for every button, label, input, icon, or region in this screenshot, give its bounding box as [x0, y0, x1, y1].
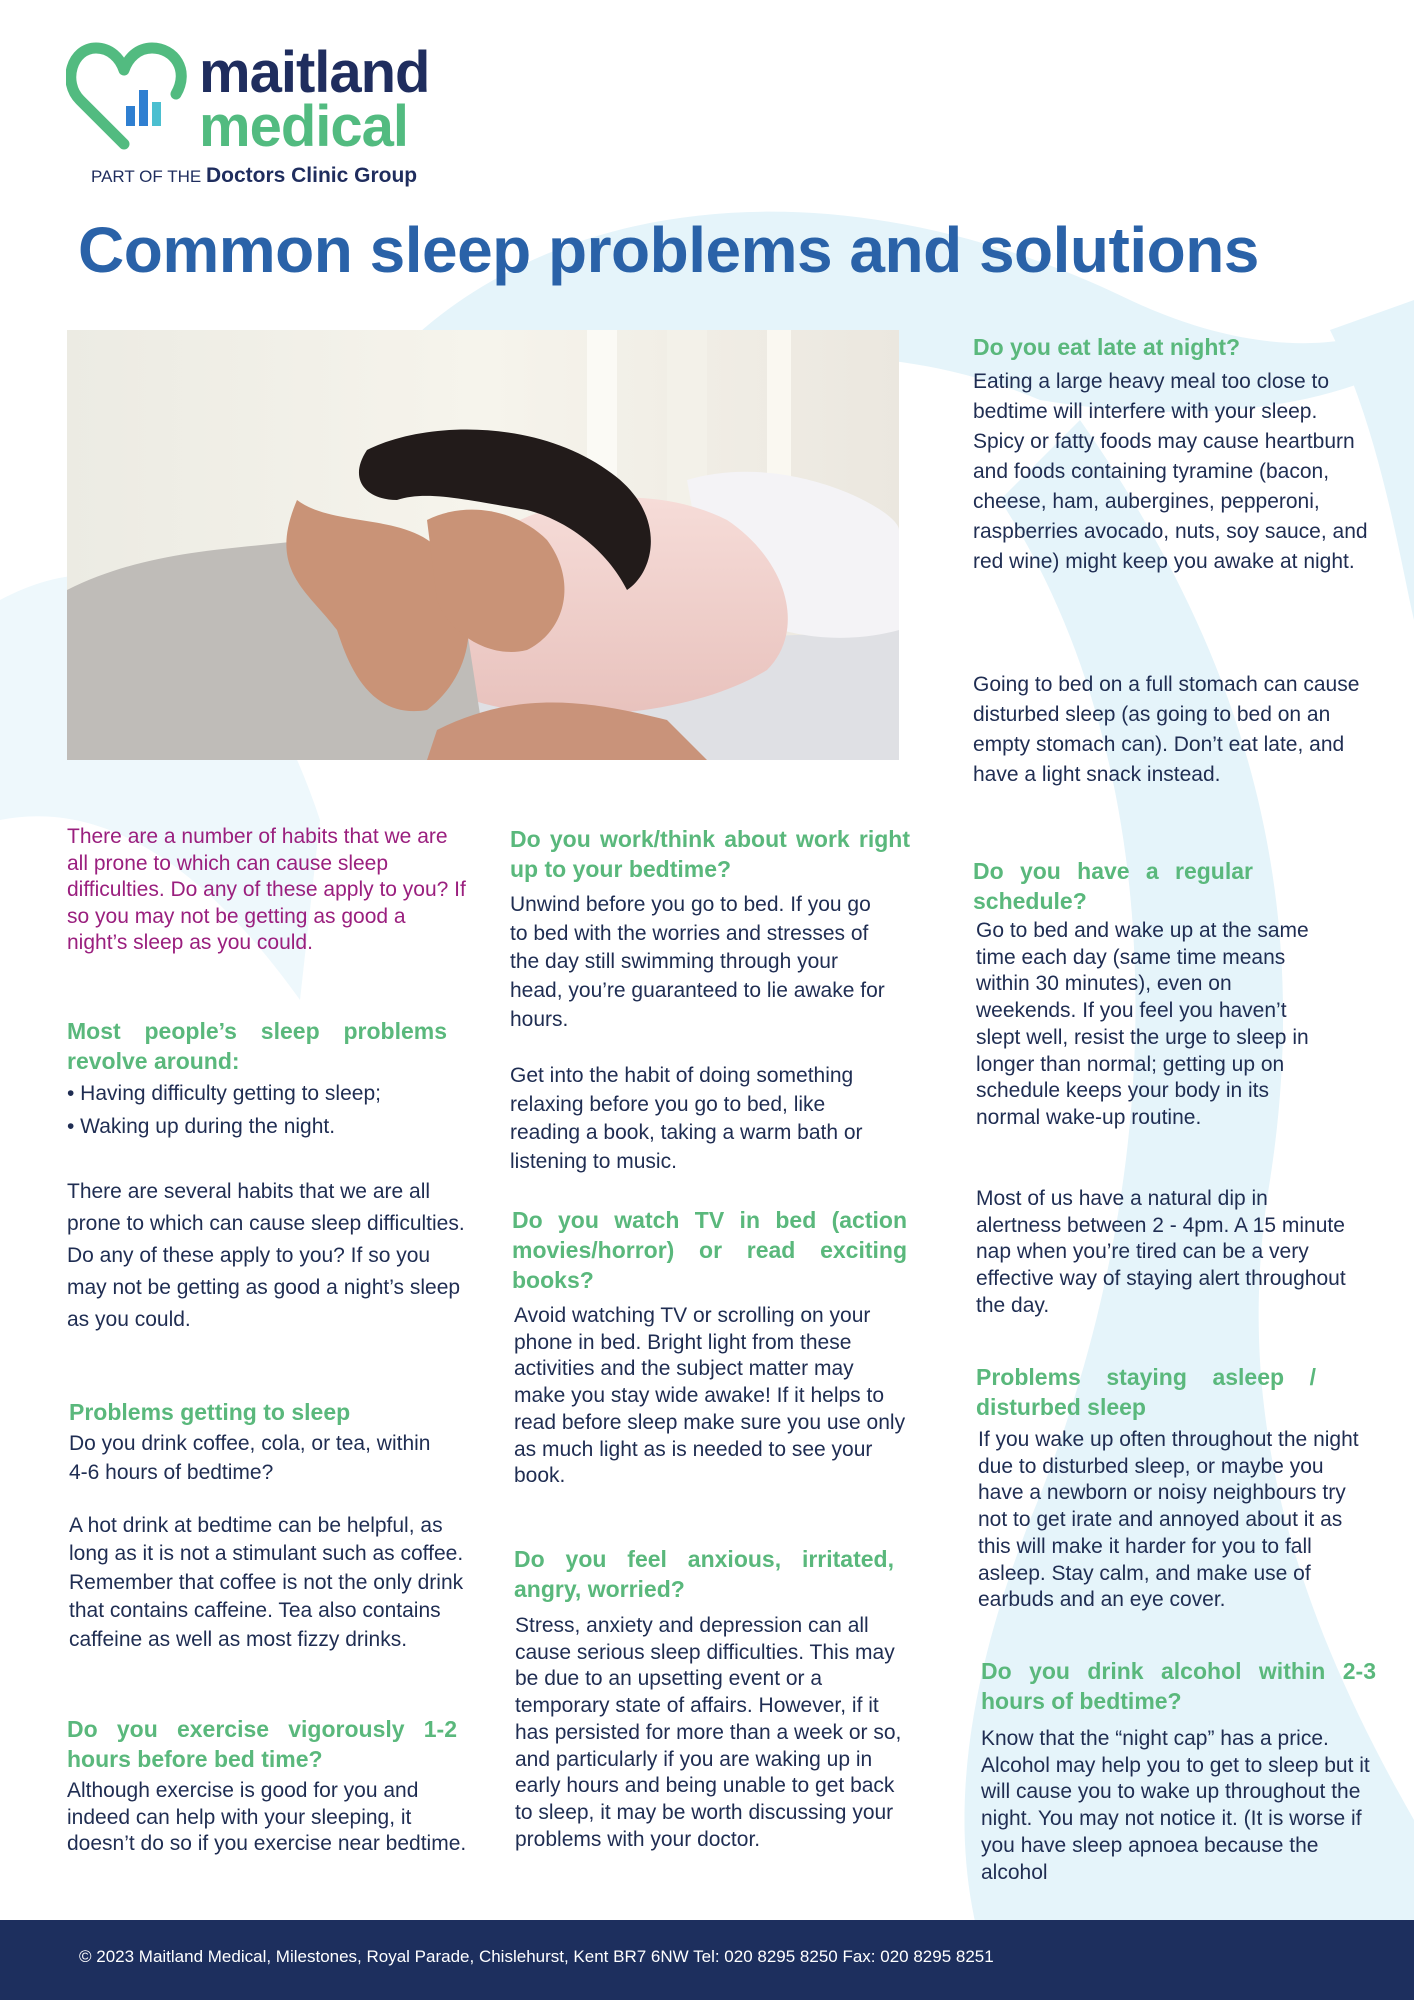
night-cap-paragraph: Know that the “night cap” has a price. Alcohol may help you to get to sleep but it will cause you to wake up throughout the night. You may not notice it. (It is worse if you have sleep apnoea because the alcohol	[981, 1727, 1370, 1884]
same-time-paragraph: Go to bed and wake up at the same time each day (same time means within 30 minutes), even on weekends. If you feel you haven’t slept well, resist the urge to sleep in longer than normal; getting up on schedule keeps your body in its normal wake-up routine.	[976, 919, 1309, 1129]
intro-paragraph: There are a number of habits that we are all prone to which can cause sleep difficulties. Do any of these apply to you? If so you may not be getting as good a night’s sleep as you could.	[67, 825, 466, 955]
logo-sub-brand: Doctors Clinic Group	[205, 164, 418, 187]
exercise-heading: Do you exercise vigorously 1-2 hours before bed time?	[67, 1716, 457, 1772]
tv-in-bed-heading: Do you watch TV in bed (action movies/horror) or read exciting books?	[512, 1207, 907, 1293]
natural-dip-paragraph: Most of us have a natural dip in alertness between 2 - 4pm. A 15 minute nap when you’re tired can be a very effective way of staying alert throughout the day.	[976, 1187, 1346, 1317]
footer-bar	[0, 1920, 1414, 2000]
logo-subtitle	[91, 164, 417, 188]
most-problems-heading: Most people’s sleep problems revolve around:	[67, 1018, 447, 1074]
bullet-item: • Having difficulty getting to sleep;	[67, 1082, 381, 1105]
maitland-medical-logo[interactable]	[66, 42, 446, 192]
staying-asleep-heading: Problems staying asleep / disturbed sleep	[976, 1364, 1316, 1420]
bullet-item: • Waking up during the night.	[67, 1115, 336, 1138]
problems-getting-to-sleep-heading: Problems getting to sleep	[69, 1399, 351, 1425]
heart-chart-icon	[66, 42, 198, 154]
exercise-paragraph: Although exercise is good for you and indeed can help with your sleeping, it doesn’t do so if you exercise near bedtime.	[67, 1779, 467, 1856]
page-title: Common sleep problems and solutions	[78, 214, 1259, 286]
work-bedtime-heading: Do you work/think about work right up to your bedtime?	[510, 826, 910, 882]
problems-bullet-list	[67, 1077, 467, 1143]
anxious-heading: Do you feel anxious, irritated, angry, worried?	[514, 1546, 894, 1602]
coffee-question-paragraph: Do you drink coffee, cola, or tea, within 4-6 hours of bedtime?	[69, 1432, 431, 1484]
stress-anxiety-paragraph: Stress, anxiety and depression can all cause serious sleep difficulties. This may be due to an upsetting event or a temporary state of affairs. However, if it has persisted for more than a week or so, and particularly if you are waking up in early hours and being unable to get back to sleep, it may be worth discussing your problems with your doctor.	[515, 1614, 902, 1851]
logo-sub-prefix: PART OF THE	[91, 167, 202, 186]
avoid-tv-paragraph: Avoid watching TV or scrolling on your phone in bed. Bright light from these activities and the subject matter may make you stay wide awake! If it helps to read before sleep make sure you use only as much light as is needed to see your book.	[514, 1304, 906, 1488]
full-stomach-paragraph: Going to bed on a full stomach can cause disturbed sleep (as going to bed on an empty stomach can). Don’t eat late, and have a light snack instead.	[973, 673, 1360, 786]
alcohol-heading: Do you drink alcohol within 2-3 hours of bedtime?	[981, 1658, 1376, 1714]
unwind-paragraph: Unwind before you go to bed. If you go to bed with the worries and stresses of the day still swimming through your head, you’re guaranteed to lie awake for hours.	[510, 893, 885, 1031]
hot-drink-paragraph: A hot drink at bedtime can be helpful, as long as it is not a stimulant such as coffee. Remember that coffee is not the only drink that contains caffeine. Tea also contains caffeine as well as most fizzy drinks.	[69, 1514, 464, 1651]
regular-schedule-heading: Do you have a regular schedule?	[973, 858, 1253, 914]
several-habits-paragraph: There are several habits that we are all prone to which can cause sleep difficulties. Do any of these apply to you? If so you may not be getting as good a night’s sleep as you could.	[67, 1180, 465, 1331]
sleeping-woman-photo	[67, 330, 899, 760]
wake-up-often-paragraph: If you wake up often throughout the night due to disturbed sleep, or maybe you have a newborn or noisy neighbours try not to get irate and annoyed about it as this will make it harder for you to fall asleep. Stay calm, and make use of earbuds and an eye cover.	[978, 1428, 1359, 1612]
footer-contact-text: © 2023 Maitland Medical, Milestones, Royal Parade, Chislehurst, Kent BR7 6NW Tel: 020 8295 8250 Fax: 020 8295 8251	[79, 1947, 994, 1966]
eat-late-heading: Do you eat late at night?	[973, 334, 1241, 360]
relaxing-habit-paragraph: Get into the habit of doing something relaxing before you go to bed, like reading a book, taking a warm bath or listening to music.	[510, 1064, 863, 1174]
logo-word-maitland: maitland	[199, 40, 430, 105]
logo-word-medical: medical	[199, 94, 408, 159]
heavy-meal-paragraph: Eating a large heavy meal too close to bedtime will interfere with your sleep. Spicy or fatty foods may cause heartburn and foods containing tyramine (bacon, cheese, ham, aubergines, pepperoni, raspberries avocado, nuts, soy sauce, and red wine) might keep you awake at night.	[973, 370, 1368, 573]
